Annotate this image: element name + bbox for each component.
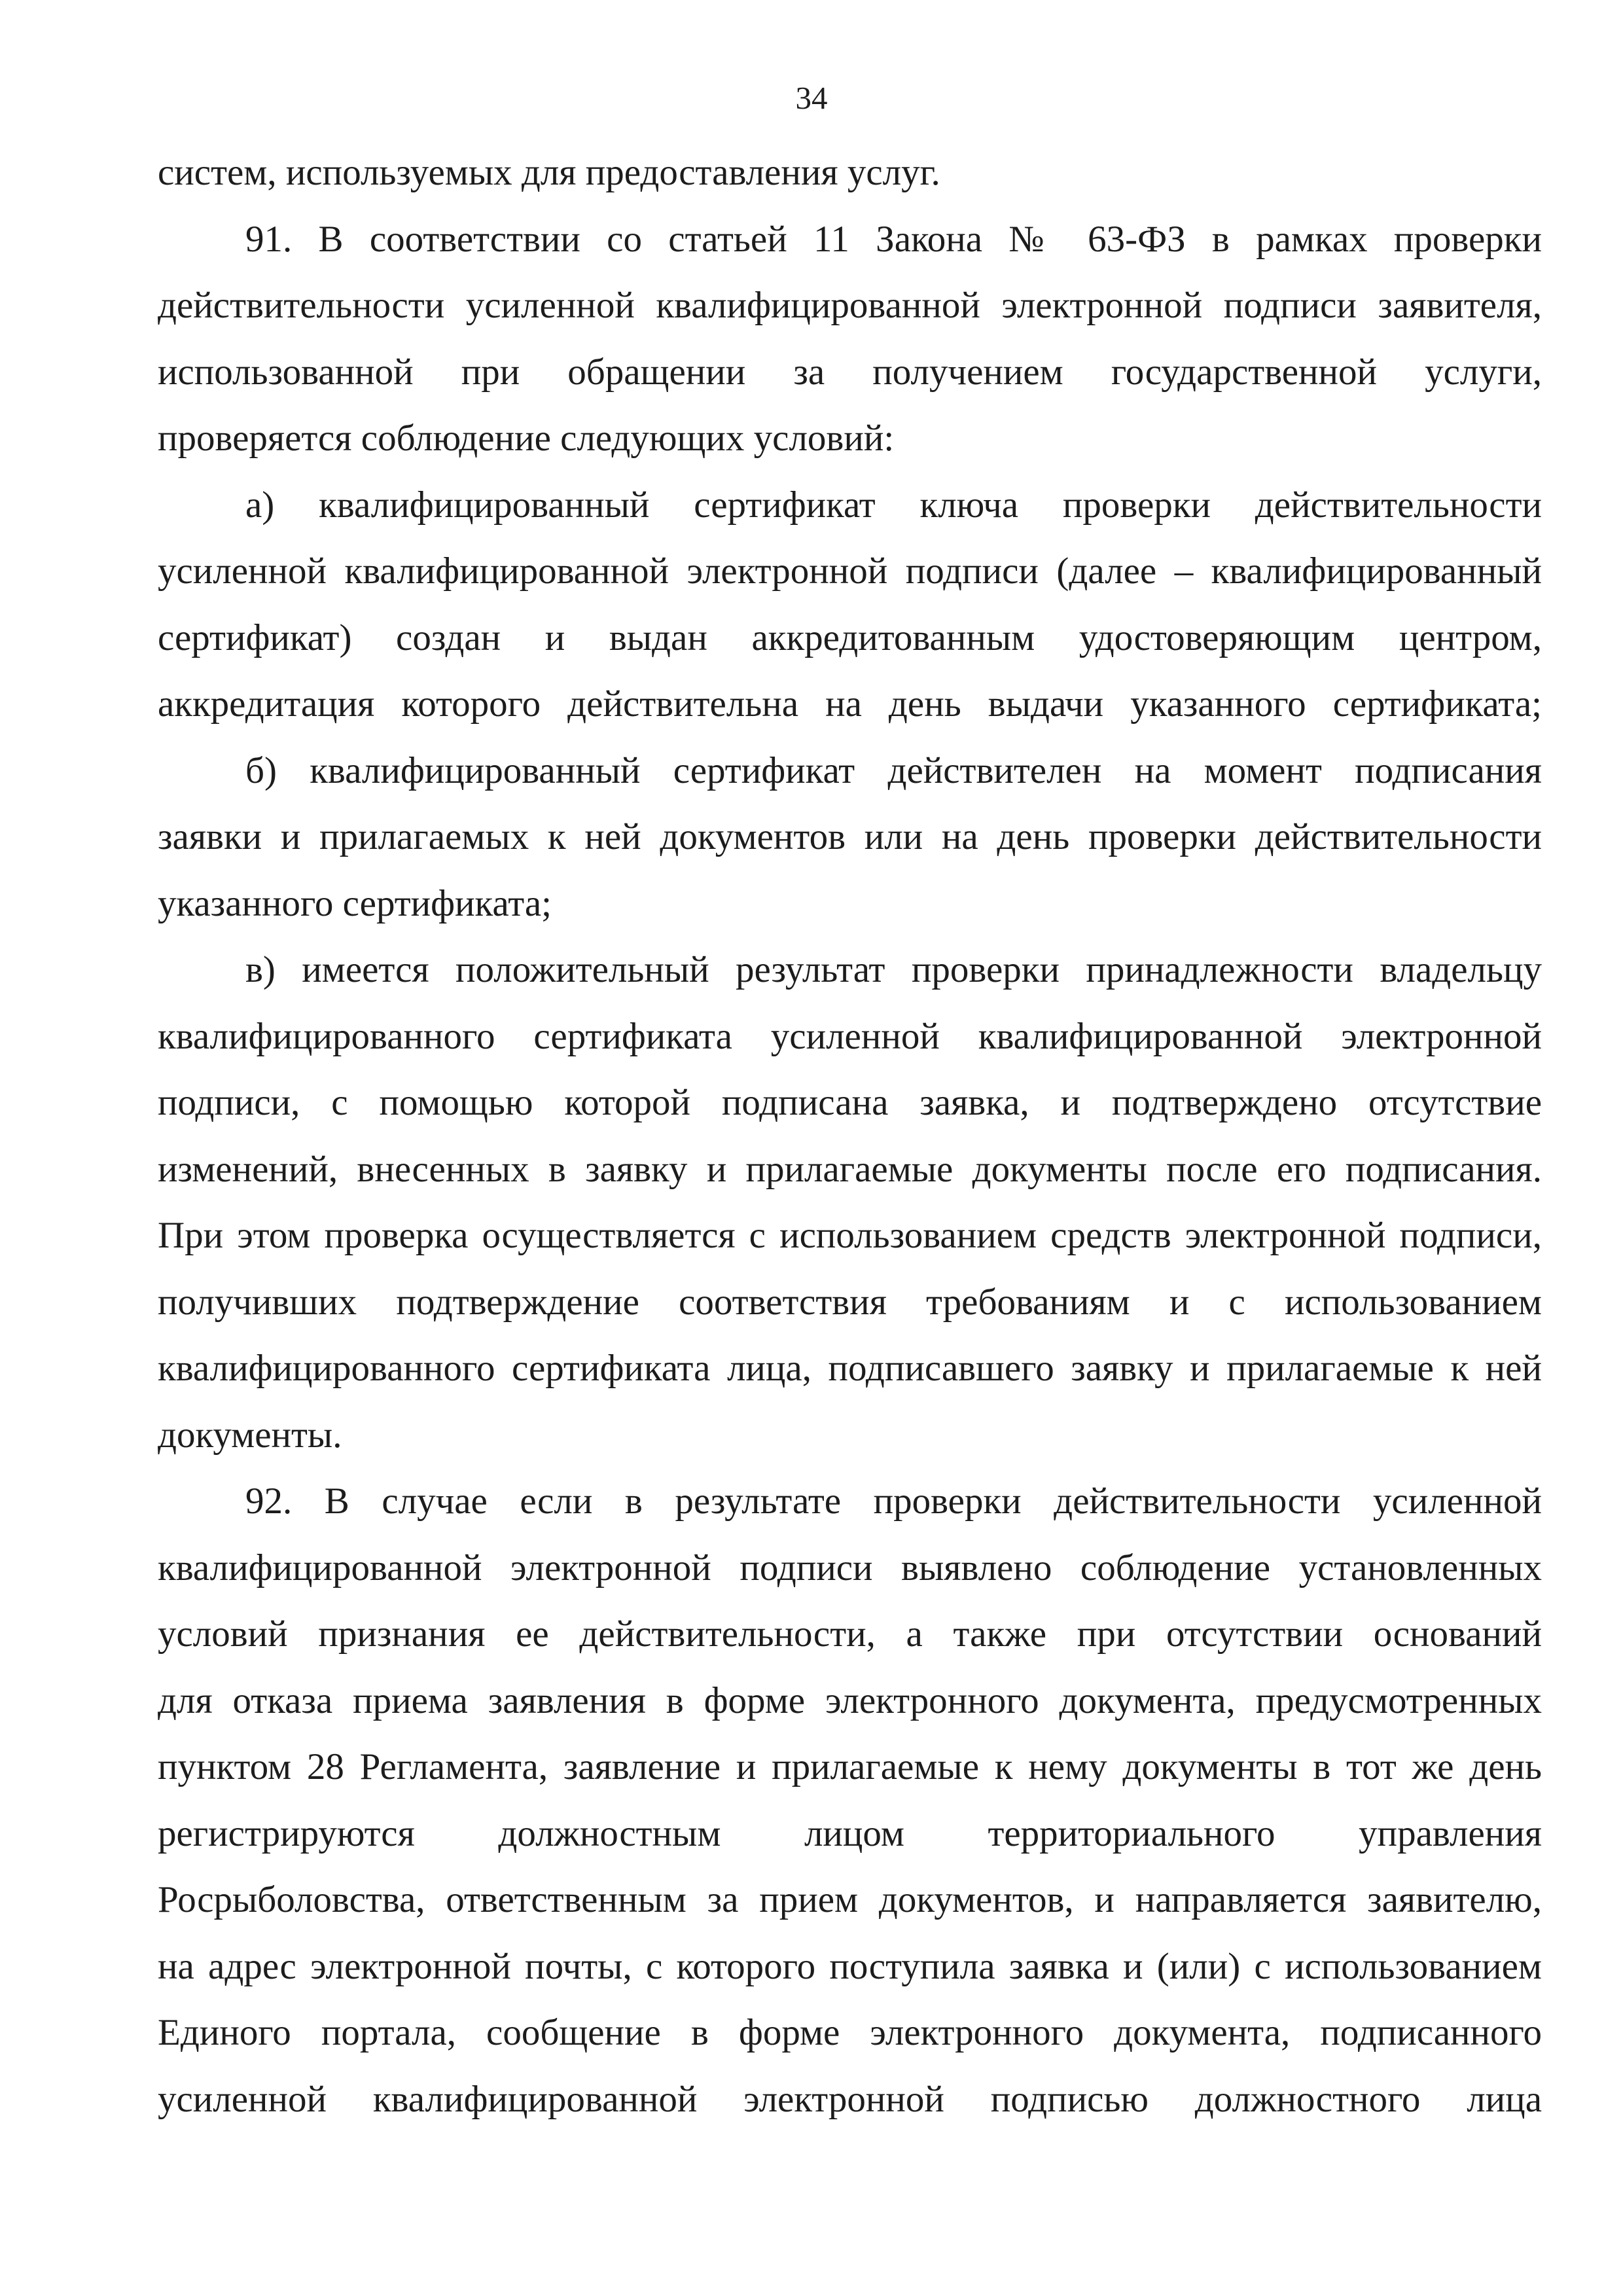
text-line: заявки и прилагаемых к ней документов или на день проверки действительности	[158, 816, 1542, 857]
text-line: получивших подтверждение соответствия требованиям и с использованием	[158, 1282, 1542, 1323]
text-line: При этом проверка осуществляется с использованием средств электронной подписи,	[158, 1215, 1542, 1256]
page-number: 34	[795, 80, 828, 116]
text-line: Единого портала, сообщение в форме электронного документа, подписанного	[158, 2012, 1542, 2053]
text-line: для отказа приема заявления в форме электронного документа, предусмотренных	[158, 1680, 1542, 1721]
text-line: квалифицированной электронной подписи выявлено соблюдение установленных	[158, 1547, 1542, 1588]
text-line: в) имеется положительный результат проверки принадлежности владельцу	[245, 949, 1542, 990]
text-line: б) квалифицированный сертификат действителен на момент подписания	[245, 750, 1542, 791]
text-line: документы.	[158, 1414, 342, 1456]
text-line: Росрыболовства, ответственным за прием документов, и направляется заявителю,	[158, 1879, 1542, 1920]
text-line: проверяется соблюдение следующих условий:	[158, 418, 895, 459]
text-line: 92. В случае если в результате проверки действительности усиленной	[245, 1480, 1542, 1522]
text-line: квалифицированного сертификата усиленной квалифицированной электронной	[158, 1016, 1542, 1057]
text-line: изменений, внесенных в заявку и прилагаемые документы после его подписания.	[158, 1149, 1542, 1190]
text-line: использованной при обращении за получением государственной услуги,	[158, 351, 1542, 393]
text-line: аккредитация которого действительна на день выдачи указанного сертификата;	[158, 683, 1542, 725]
text-line: 91. В соответствии со статьей 11 Закона № 63-ФЗ в рамках проверки	[245, 219, 1542, 260]
text-line: а) квалифицированный сертификат ключа проверки действительности	[245, 484, 1542, 526]
text-line: усиленной квалифицированной электронной подписи (далее – квалифицированный	[158, 550, 1542, 592]
text-line: действительности усиленной квалифицированной электронной подписи заявителя,	[158, 285, 1542, 326]
text-line: указанного сертификата;	[158, 883, 552, 924]
text-line: систем, используемых для предоставления услуг.	[158, 152, 940, 193]
text-line: усиленной квалифицированной электронной подписью должностного лица	[158, 2079, 1542, 2120]
text-line: сертификат) создан и выдан аккредитованным удостоверяющим центром,	[158, 617, 1542, 658]
text-line: квалифицированного сертификата лица, подписавшего заявку и прилагаемые к ней	[158, 1348, 1542, 1389]
text-line: подписи, с помощью которой подписана заявка, и подтверждено отсутствие	[158, 1082, 1542, 1123]
text-line: условий признания ее действительности, а также при отсутствии оснований	[158, 1613, 1542, 1655]
text-line: на адрес электронной почты, с которого поступила заявка и (или) с использованием	[158, 1946, 1542, 1987]
text-line: регистрируются должностным лицом территориального управления	[158, 1813, 1542, 1854]
text-line: пунктом 28 Регламента, заявление и прилагаемые к нему документы в тот же день	[158, 1746, 1542, 1787]
